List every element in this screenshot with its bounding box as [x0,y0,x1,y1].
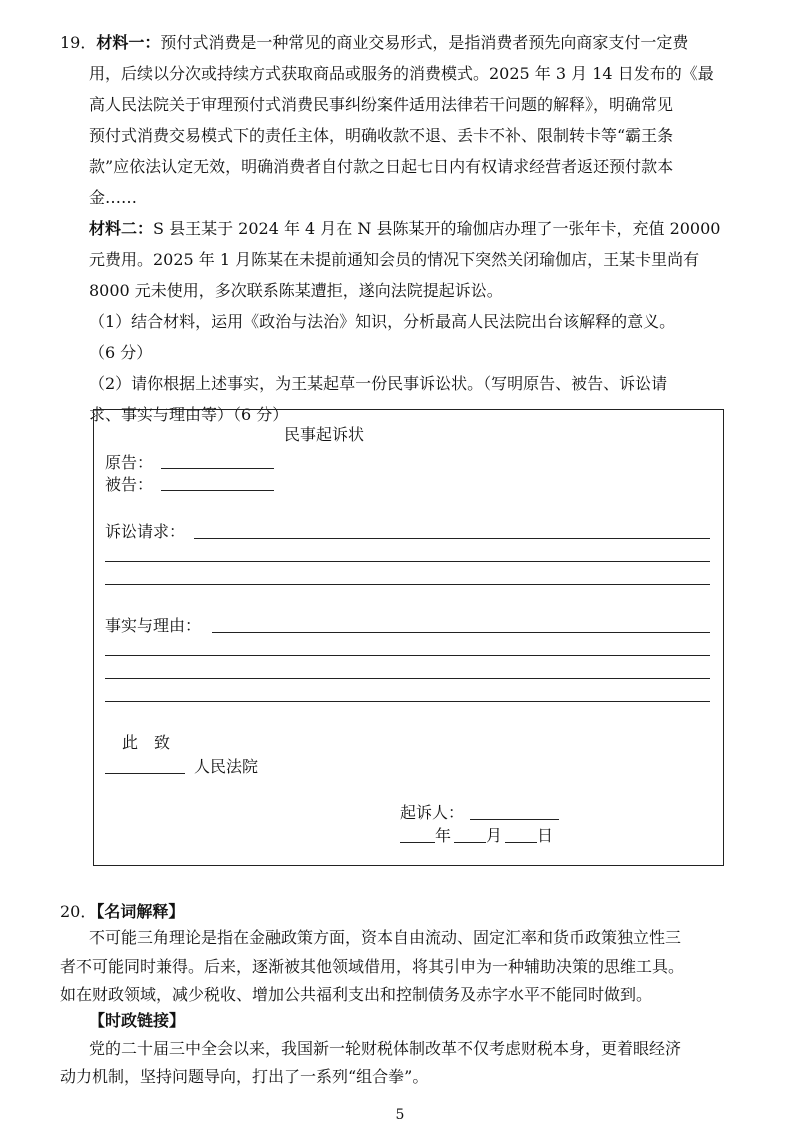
defendant-blank[interactable] [161,490,274,491]
material1-label: 材料一： [96,33,161,52]
civil-complaint-form [93,409,724,866]
q20-number: 20． [60,902,97,921]
news-text-2: 动力机制，坚持问题导向，打出了一系列“组合拳”。 [60,1067,429,1086]
facts-blank-4[interactable] [105,701,710,702]
material1-text-4: 预付式消费交易模式下的责任主体，明确收款不退、丢卡不补、限制转卡等“霸王条 [89,126,674,145]
q20-line-1 [60,902,184,922]
material2-text-2: 元费用。2025 年 1 月陈某在未提前通知会员的情况下突然关闭瑜伽店，王某卡里尚有 [89,250,700,269]
form-title: 民事起诉状 [284,425,365,444]
claims-blank-3[interactable] [105,584,710,585]
claims-blank-2[interactable] [105,561,710,562]
salutation: 此 致 [122,733,171,752]
facts-blank-2[interactable] [105,655,710,656]
material1-text-3: 高人民法院关于审理预付式消费民事纠纷案件适用法律若干问题的解释》，明确常见 [89,95,674,114]
facts-blank-3[interactable] [105,678,710,679]
signer-blank[interactable] [470,819,559,820]
plaintiff-blank[interactable] [161,468,274,469]
page-number: 5 [395,1107,405,1123]
facts-label: 事实与理由： [105,616,202,635]
material2-text-3: 8000 元未使用，多次联系陈某遭拒，遂向法院提起诉讼。 [89,281,503,300]
facts-blank-1[interactable] [212,632,710,633]
material2-line-1 [89,219,720,239]
term-heading: 【名词解释】 [96,902,185,921]
material2-label: 材料二： [89,219,154,238]
month-blank[interactable] [454,842,486,843]
claims-label: 诉讼请求： [105,522,186,541]
material1-text-6: 金…… [89,188,138,207]
material2-text-1: S 县王某于 2024 年 4 月在 N 县陈某开的瑜伽店办理了一张年卡，充值 20000 [153,219,721,238]
material1-text-1: 预付式消费是一种常见的商业交易形式，是指消费者预先向商家支付一定费 [160,33,689,52]
sub-question-1-line-2: （6 分） [89,343,153,362]
material1-text-5: 款”应依法认定无效，明确消费者自付款之日起七日内有权请求经营者返还预付款本 [89,157,674,176]
court-suffix: 人民法院 [194,757,259,776]
news-text-1: 党的二十届三中全会以来，我国新一轮财税体制改革不仅考虑财税本身，更着眼经济 [89,1039,682,1058]
term-text-1: 不可能三角理论是指在金融政策方面，资本自由流动、固定汇率和货币政策独立性三 [89,928,682,947]
q19-number: 19． [60,33,97,52]
day-label: 日 [537,826,554,845]
sub-question-1-line-1: （1）结合材料，运用《政治与法治》知识，分析最高人民法院出台该解释的意义。 [89,312,676,331]
term-text-2: 者不可能同时兼得。后来，逐渐被其他领域借用，将其引申为一种辅助决策的思维工具。 [60,957,685,976]
sub-question-2-line-1: （2）请你根据上述事实，为王某起草一份民事诉讼状。（写明原告、被告、诉讼请 [89,374,668,393]
sub-question-2-line-2: 求、事实与理由等）（6 分） [89,405,289,424]
defendant-label: 被告： [105,475,154,494]
material1-text-2: 用，后续以分次或持续方式获取商品或服务的消费模式。2025 年 3 月 14 日发布的《最 [89,64,714,83]
news-heading: 【时政链接】 [89,1011,186,1030]
month-label: 月 [486,826,503,845]
day-blank[interactable] [505,842,537,843]
signer-label: 起诉人： [400,803,465,822]
term-text-3: 如在财政领域，减少税收、增加公共福利支出和控制债务及赤字水平不能同时做到。 [60,985,653,1004]
plaintiff-label: 原告： [105,453,154,472]
court-name-blank[interactable] [105,773,185,774]
year-blank[interactable] [400,842,435,843]
claims-blank-1[interactable] [194,538,710,539]
q19-line-1 [60,33,688,53]
year-label: 年 [435,826,452,845]
